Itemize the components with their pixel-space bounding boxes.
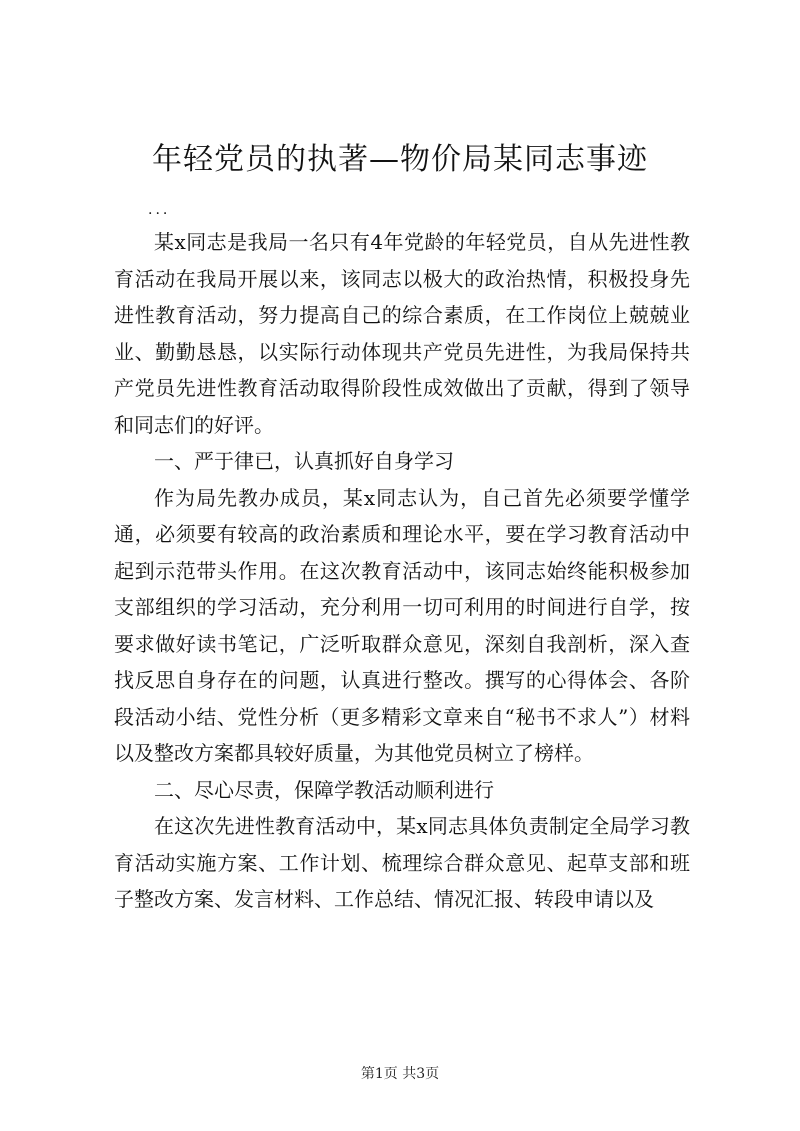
- paragraph-section-2: 在这次先进性教育活动中，某x同志具体负责制定全局学习教育活动实施方案、工作计划、梳理综合群众意见、起草支部和班子整改方案、发言材料、工作总结、情况汇报、转段申请以及: [114, 814, 690, 911]
- document-title: 年轻党员的执著—物价局某同志事迹: [152, 142, 648, 177]
- ellipsis-mark: ...: [148, 202, 171, 218]
- paragraph-section-1: 作为局先教办成员，某x同志认为，自己首先必须要学懂学通，必须要有较高的政治素质和理论水平，要在学习教育活动中起到示范带头作用。在这次教育活动中，该同志始终能积极参加支部组织的学习活动，充分利用一切可利用的时间进行自学，按要求做好读书笔记，广泛听取群众意见，深刻自我剖析，深入查找反思自身存在的问题，认真进行整改。撰写的心得体会、各阶段活动小结、党性分析（更多精彩文章来自“秘书不求人”）材料以及整改方案都具较好质量，为其他党员树立了榜样。: [114, 485, 690, 765]
- page-footer: 第1页 共3页: [360, 1066, 440, 1082]
- section-heading-2: 二、尽心尽责，保障学教活动顺利进行: [154, 777, 494, 802]
- document-body: [114, 224, 690, 918]
- section-heading-1: 一、严于律已，认真抓好自身学习: [154, 449, 454, 473]
- paragraph-intro: 某x同志是我局一名只有4年党龄的年轻党员，自从先进性教育活动在我局开展以来，该同志以极大的政治热情，积极投身先进性教育活动，努力提高自己的综合素质，在工作岗位上兢兢业业、勤勤恳恳，以实际行动体现共产党员先进性，为我局保持共产党员先进性教育活动取得阶段性成效做出了贡献，得到了领导和同志们的好评。: [114, 230, 690, 437]
